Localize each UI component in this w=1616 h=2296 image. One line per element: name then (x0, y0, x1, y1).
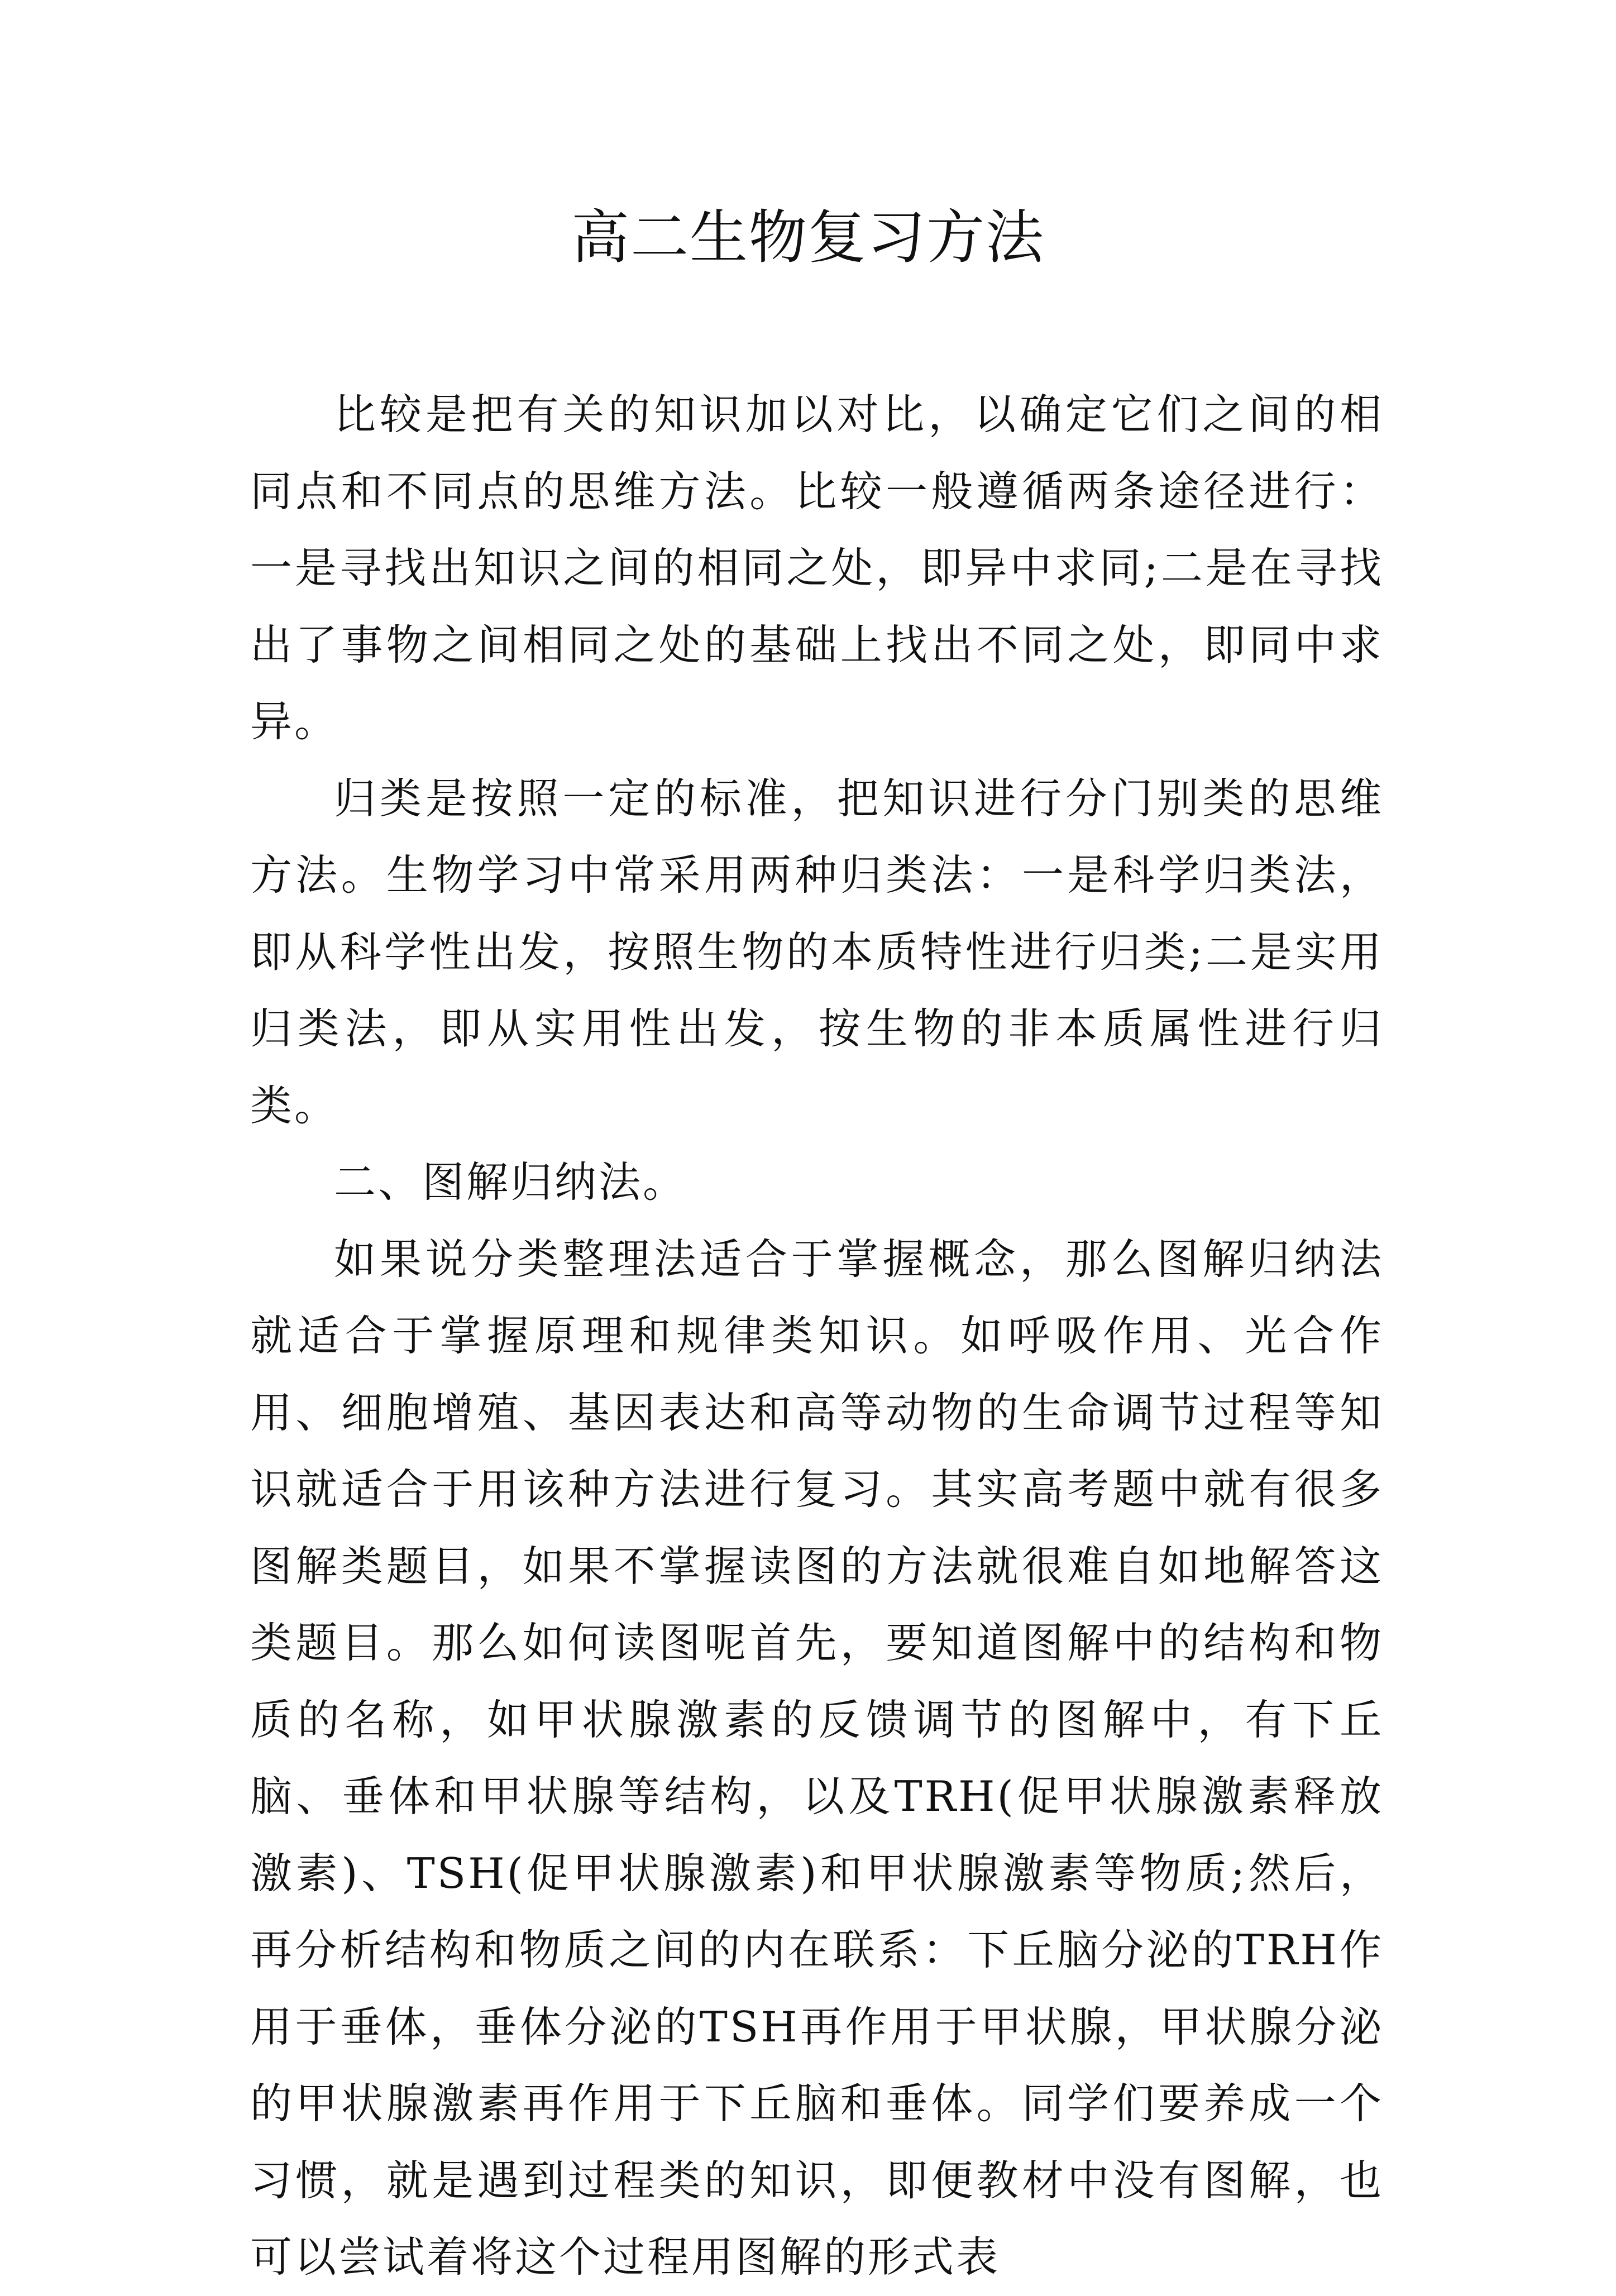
section-heading-diagram-method: 二、图解归纳法。 (334, 1157, 687, 1207)
paragraph-diagram-method: 如果说分类整理法适合于掌握概念，那么图解归纳法就适合于掌握原理和规律类知识。如呼吸作用、光合作用、细胞增殖、基因表达和高等动物的生命调节过程等知识就适合于用该种方法进行复习。其实高考题中就有很多图解类题目，如果不掌握读图的方法就很难自如地解答这类题目。那么如何读图呢首先，要知道图解中的结构和物质的名称，如甲状腺激素的反馈调节的图解中，有下丘脑、垂体和甲状腺等结构，以及TRH(促甲状腺激素释放激素)、TSH(促甲状腺激素)和甲状腺激素等物质;然后，再分析结构和物质之间的内在联系：下丘脑分泌的TRH作用于垂体，垂体分泌的TSH再作用于甲状腺，甲状腺分泌的甲状腺激素再作用于下丘脑和垂体。同学们要养成一个习惯，就是遇到过程类的知识，即便教材中没有图解，也可以尝试着将这个过程用图解的形式表 (250, 1234, 1384, 2281)
document-body (250, 376, 1384, 2296)
document-title: 高二生物复习方法 (571, 203, 1045, 271)
paragraph-classification: 归类是按照一定的标准，把知识进行分门别类的思维方法。生物学习中常采用两种归类法：一是科学归类法，即从科学性出发，按照生物的本质特性进行归类;二是实用归类法，即从实用性出发，按生物的非本质属性进行归类。 (250, 773, 1384, 1130)
paragraph-comparison: 比较是把有关的知识加以对比，以确定它们之间的相同点和不同点的思维方法。比较一般遵循两条途径进行：一是寻找出知识之间的相同之处，即异中求同;二是在寻找出了事物之间相同之处的基础上找出不同之处，即同中求异。 (250, 390, 1384, 746)
